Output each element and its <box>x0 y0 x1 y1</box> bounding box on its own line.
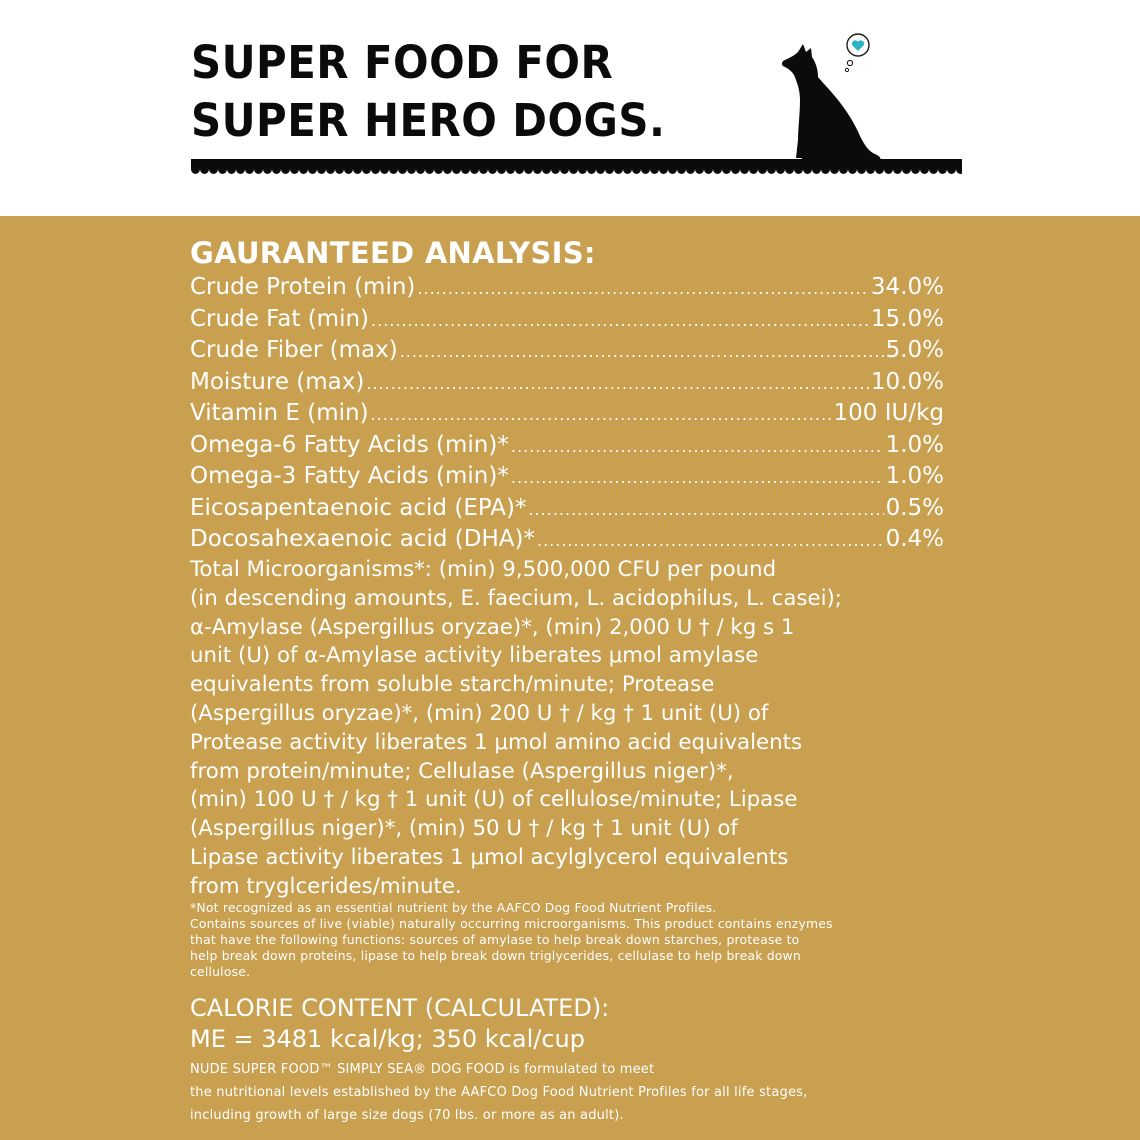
analysis-row <box>190 335 944 367</box>
paragraph-line: from protein/minute; Cellulase (Aspergillus niger)*, <box>190 758 734 784</box>
row-label: Docosahexaenoic acid (DHA)* <box>190 526 535 552</box>
paragraph-line: equivalents from soluble starch/minute; Protease <box>190 672 715 698</box>
analysis-row <box>190 461 944 493</box>
dog-silhouette-icon <box>770 30 890 165</box>
statement-line: including growth of large size dogs (70 lbs. or more as an adult). <box>190 1108 624 1123</box>
paragraph-line: (in descending amounts, E. faecium, L. acidophilus, L. casei); <box>190 585 842 611</box>
paragraph-line: from tryglcerides/minute. <box>190 873 462 899</box>
analysis-row <box>190 493 944 525</box>
paragraph-line: (min) 100 U † / kg † 1 unit (U) of cellulose/minute; Lipase <box>190 787 798 813</box>
dot-leader <box>371 305 869 337</box>
paragraph-line: (Aspergillus niger)*, (min) 50 U † / kg † 1 unit (U) of <box>190 816 738 842</box>
dot-leader <box>511 462 884 494</box>
dot-leader <box>400 336 884 368</box>
thought-bubble-icon <box>845 34 869 72</box>
analysis-panel <box>0 216 1140 1140</box>
footnote-line: help break down proteins, lipase to help break down triglycerides, cellulase to help break down <box>190 948 801 963</box>
row-label: Omega-6 Fatty Acids (min)* <box>190 431 509 458</box>
row-value: 15.0% <box>870 305 944 332</box>
analysis-row <box>190 524 944 556</box>
paragraph-line: Lipase activity liberates 1 μmol acylglycerol equivalents <box>190 844 789 870</box>
row-value: 10.0% <box>870 368 944 395</box>
analysis-row <box>190 272 944 304</box>
statement-line: NUDE SUPER FOOD™ SIMPLY SEA® DOG FOOD is formulated to meet <box>190 1062 655 1077</box>
scalloped-edge <box>191 166 962 176</box>
row-value: 1.0% <box>885 431 944 458</box>
row-label: Eicosapentaenoic acid (EPA)* <box>190 494 527 521</box>
paragraph-line: α-Amylase (Aspergillus oryzae)*, (min) 2,000 U † / kg s 1 <box>190 614 795 640</box>
statement-line: the nutritional levels established by the AAFCO Dog Food Nutrient Profiles for all life stages, <box>190 1085 808 1100</box>
row-value: 100 IU/kg <box>833 400 944 426</box>
analysis-title: GAURANTEED ANALYSIS: <box>190 236 596 270</box>
footnote <box>190 900 950 980</box>
footnote-line: cellulose. <box>190 964 251 979</box>
analysis-row <box>190 398 944 430</box>
dot-leader <box>366 368 869 400</box>
dot-leader <box>528 494 883 526</box>
analysis-table <box>190 272 944 556</box>
row-label: Vitamin E (min) <box>190 400 369 426</box>
row-value: 0.5% <box>885 494 944 521</box>
analysis-row <box>190 430 944 462</box>
footnote-line: Contains sources of live (viable) naturally occurring microorganisms. This product contains enzymes <box>190 916 833 931</box>
row-label: Crude Fiber (max) <box>190 337 398 363</box>
analysis-row <box>190 367 944 399</box>
footnote-line: that have the following functions: sources of amylase to help break down starches, protease to <box>190 932 800 947</box>
row-label: Crude Fat (min) <box>190 305 370 332</box>
row-value: 5.0% <box>885 337 944 363</box>
dot-leader <box>417 273 869 305</box>
analysis-row <box>190 304 944 336</box>
row-value: 1.0% <box>885 463 944 489</box>
paragraph-line: unit (U) of α-Amylase activity liberates μmol amylase <box>190 643 759 669</box>
dot-leader <box>511 431 884 463</box>
headline <box>191 34 665 150</box>
headline-line-2: SUPER HERO DOGS. <box>191 94 666 147</box>
row-value: 0.4% <box>885 526 944 552</box>
row-label: Moisture (max) <box>190 368 365 395</box>
paragraph-line: Protease activity liberates 1 μmol amino acid equivalents <box>190 729 803 755</box>
footnote-line: *Not recognized as an essential nutrient by the AAFCO Dog Food Nutrient Profiles. <box>190 900 717 915</box>
row-label: Crude Protein (min) <box>190 274 416 300</box>
headline-line-1: SUPER FOOD FOR <box>191 36 614 89</box>
microorganisms-paragraph <box>190 556 890 902</box>
dot-leader <box>371 399 832 431</box>
dot-leader <box>537 525 884 557</box>
header-section <box>0 0 1140 216</box>
calorie-title: CALORIE CONTENT (CALCULATED): <box>190 994 610 1022</box>
aafco-statement <box>190 1058 807 1127</box>
paragraph-line: (Aspergillus oryzae)*, (min) 200 U † / kg † 1 unit (U) of <box>190 700 769 726</box>
calorie-value: ME = 3481 kcal/kg; 350 kcal/cup <box>190 1025 585 1053</box>
row-label: Omega-3 Fatty Acids (min)* <box>190 463 509 489</box>
row-value: 34.0% <box>870 274 944 300</box>
paragraph-line: Total Microorganisms*: (min) 9,500,000 CFU per pound <box>190 557 777 582</box>
